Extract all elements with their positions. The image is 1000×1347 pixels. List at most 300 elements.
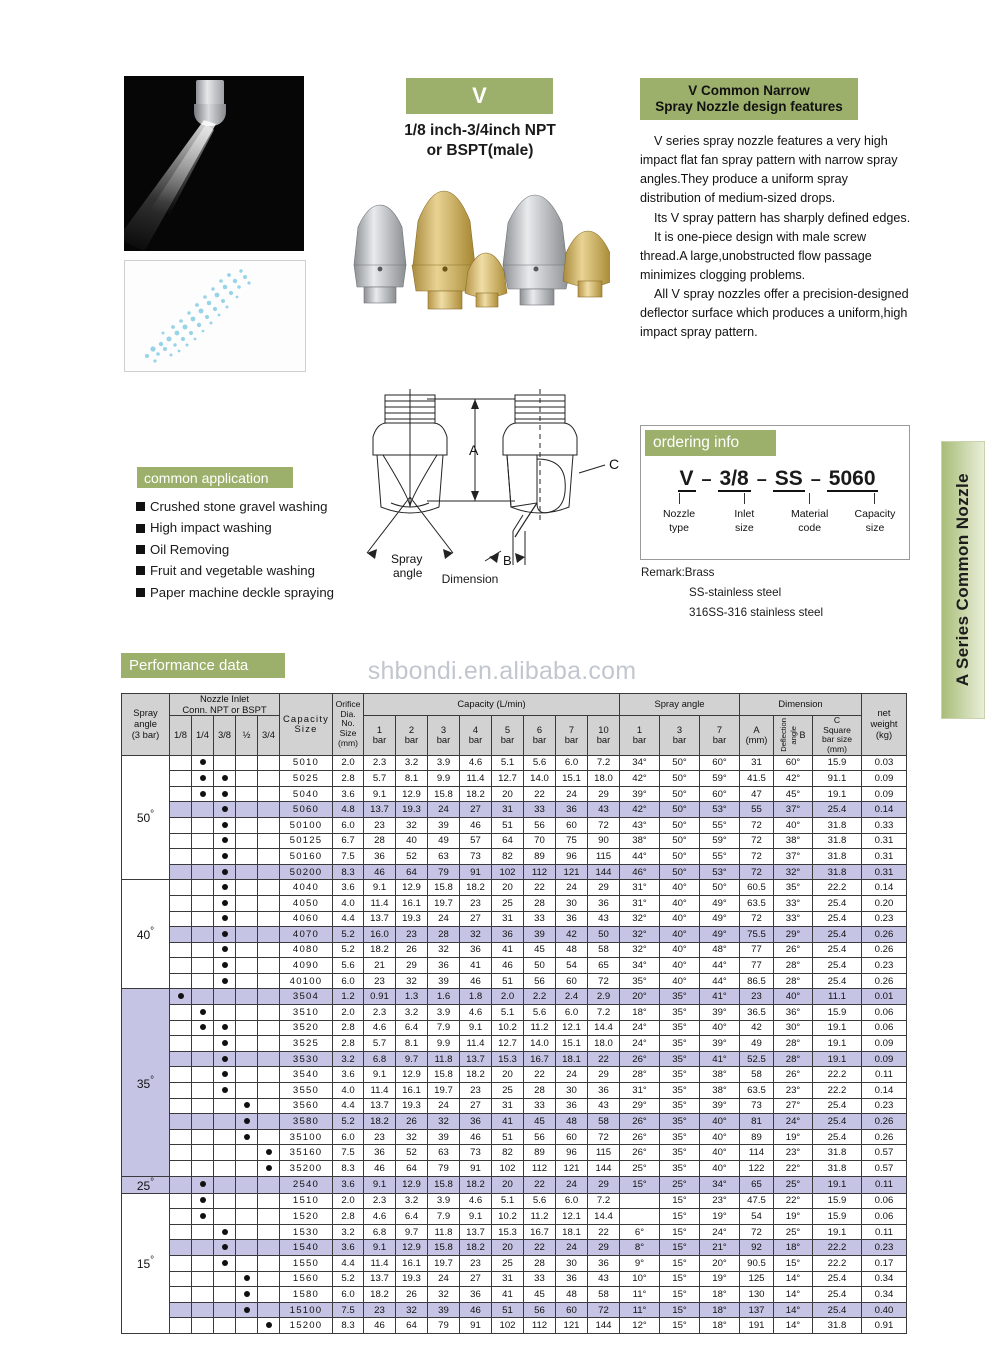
inlet-marker-empty: [258, 1067, 280, 1083]
spray-angle-cell: 39°: [620, 786, 660, 802]
capacity-cell: 2.3: [364, 1193, 396, 1209]
capacity-cell: 4.6: [460, 1193, 492, 1209]
inlet-marker-empty: [236, 1020, 258, 1036]
inlet-dot-icon: [222, 1024, 228, 1030]
capacity-cell: 56: [524, 973, 556, 989]
capacity-cell: 79: [428, 1161, 460, 1177]
inlet-marker-empty: [258, 895, 280, 911]
capacity-cell: 5.6: [524, 1193, 556, 1209]
inlet-marker-empty: [236, 880, 258, 896]
spray-angle-cell: 38°: [620, 833, 660, 849]
inlet-marker-empty: [236, 1145, 258, 1161]
capacity-cell: 7.2: [588, 1193, 620, 1209]
capacity-cell: 65: [588, 958, 620, 974]
inlet-marker-empty: [192, 833, 214, 849]
capacity-cell: 36: [364, 849, 396, 865]
inlet-marker-active: [214, 1224, 236, 1240]
inlet-marker-empty: [170, 895, 192, 911]
capacity-cell: 1.8: [460, 989, 492, 1005]
inlet-marker-active: [236, 1098, 258, 1114]
performance-data-title: Performance data: [129, 657, 249, 674]
net-weight-cell: 0.57: [862, 1161, 907, 1177]
dim-c-cell: 25.4: [813, 1271, 862, 1287]
th-orifice-line4: Size: [339, 728, 357, 739]
table-row: [122, 1318, 907, 1334]
capacity-size-cell: 2540: [280, 1176, 333, 1193]
inlet-marker-active: [214, 1255, 236, 1271]
spray-angle-cell: 40°: [700, 1114, 740, 1130]
capacity-cell: 7.2: [588, 1005, 620, 1021]
capacity-cell: 18.2: [460, 1176, 492, 1193]
inlet-dot-icon: [200, 775, 206, 781]
capacity-cell: 12.1: [556, 1209, 588, 1225]
capacity-cell: 22: [524, 786, 556, 802]
capacity-cell: 3.9: [428, 1005, 460, 1021]
bullet-square-icon: [136, 502, 145, 511]
list-item: [136, 582, 376, 603]
capacity-cell: 39: [428, 817, 460, 833]
capacity-size-cell: 50160: [280, 849, 333, 865]
net-weight-cell: 0.26: [862, 1129, 907, 1145]
orifice-size-cell: 5.6: [333, 958, 364, 974]
th-inlet-size-1-4: 1/4: [192, 716, 214, 756]
table-row: [122, 989, 907, 1005]
th-capacity-group: Capacity (L/min): [364, 694, 620, 716]
inlet-marker-empty: [192, 927, 214, 943]
capacity-cell: 6.0: [556, 755, 588, 771]
capacity-cell: 46: [492, 958, 524, 974]
inlet-marker-empty: [258, 927, 280, 943]
inlet-marker-empty: [236, 833, 258, 849]
net-weight-cell: 0.33: [862, 817, 907, 833]
th-cap-2bar: 2 bar: [396, 716, 428, 756]
capacity-cell: 144: [588, 1161, 620, 1177]
capacity-cell: 15.1: [556, 771, 588, 787]
capacity-cell: 64: [396, 1161, 428, 1177]
th-inlet-size-1-2: ½: [236, 716, 258, 756]
feature-paragraph: V series spray nozzle features a very high impact flat fan spray pattern with narrow spray angles.They produce a uniform spray distribution of medium-sized drops.: [640, 134, 898, 206]
capacity-cell: 24: [428, 1271, 460, 1287]
capacity-size-cell: 3504: [280, 989, 333, 1005]
capacity-cell: 23: [460, 895, 492, 911]
capacity-size-cell: 50125: [280, 833, 333, 849]
capacity-cell: 121: [556, 1161, 588, 1177]
table-row: [122, 1051, 907, 1067]
capacity-cell: 102: [492, 1161, 524, 1177]
dim-a-cell: 75.5: [740, 927, 774, 943]
inlet-marker-empty: [258, 1020, 280, 1036]
legend-line1: Inlet: [734, 508, 755, 520]
capacity-cell: 15.1: [556, 1036, 588, 1052]
inlet-dot-icon: [200, 1024, 206, 1030]
dim-b-cell: 27°: [774, 1098, 813, 1114]
capacity-cell: 27: [460, 911, 492, 927]
net-weight-cell: 0.26: [862, 927, 907, 943]
inlet-marker-empty: [236, 1176, 258, 1193]
ordering-info-chip: [645, 430, 776, 456]
table-head: [122, 694, 907, 756]
inlet-marker-empty: [258, 1255, 280, 1271]
capacity-cell: 26: [396, 1287, 428, 1303]
spray-angle-cell: 48°: [700, 942, 740, 958]
spray-angle-label-line2: angle: [393, 566, 423, 580]
spray-angle-cell: 50°: [660, 786, 700, 802]
inlet-marker-empty: [236, 802, 258, 818]
ordering-legend-item: [648, 493, 710, 535]
legend-tick: [679, 493, 680, 504]
dim-a-cell: 89: [740, 1129, 774, 1145]
spray-fan-inner-shape: [128, 124, 238, 251]
spray-angle-cell: 9°: [620, 1255, 660, 1271]
capacity-cell: 12.9: [396, 786, 428, 802]
spray-angle-cell: 40°: [660, 958, 700, 974]
capacity-cell: 32: [396, 973, 428, 989]
net-weight-cell: 0.11: [862, 1067, 907, 1083]
dim-label-A: A: [469, 442, 479, 458]
table-row: [122, 1067, 907, 1083]
inlet-marker-empty: [170, 802, 192, 818]
inlet-marker-empty: [236, 989, 258, 1005]
capacity-size-cell: 1520: [280, 1209, 333, 1225]
droplet-pattern-svg: [125, 261, 305, 371]
legend-line1: Nozzle: [662, 508, 696, 520]
inlet-marker-empty: [192, 1255, 214, 1271]
nozzle-product-photo: [340, 165, 610, 335]
table-row: [122, 1287, 907, 1303]
table-row: [122, 864, 907, 880]
capacity-size-cell: 15200: [280, 1318, 333, 1334]
capacity-cell: 39: [428, 1129, 460, 1145]
inlet-marker-empty: [192, 1161, 214, 1177]
inlet-marker-active: [214, 927, 236, 943]
inlet-marker-empty: [214, 1161, 236, 1177]
dim-c-cell: 22.2: [813, 1255, 862, 1271]
capacity-cell: 20: [492, 880, 524, 896]
capacity-cell: 14.0: [524, 771, 556, 787]
inlet-marker-empty: [236, 1193, 258, 1209]
dim-a-cell: 114: [740, 1145, 774, 1161]
orifice-size-cell: 8.3: [333, 864, 364, 880]
orifice-size-cell: 6.0: [333, 973, 364, 989]
capacity-cell: 29: [588, 786, 620, 802]
inlet-marker-empty: [214, 1129, 236, 1145]
capacity-size-cell: 40100: [280, 973, 333, 989]
spray-angle-cell: 15°: [660, 1271, 700, 1287]
capacity-cell: 112: [524, 1318, 556, 1334]
inlet-marker-active: [214, 817, 236, 833]
order-separator: –: [810, 469, 821, 489]
inlet-marker-empty: [214, 1114, 236, 1130]
spray-angle-cell: 49°: [700, 895, 740, 911]
table-row: [122, 1114, 907, 1130]
dim-a-cell: 63.5: [740, 1083, 774, 1099]
inlet-marker-active: [258, 1145, 280, 1161]
capacity-cell: 36: [492, 927, 524, 943]
inlet-dot-icon: [222, 775, 228, 781]
dim-b-cell: 14°: [774, 1318, 813, 1334]
dim-b-cell: 35°: [774, 880, 813, 896]
capacity-cell: 15.8: [428, 1176, 460, 1193]
capacity-cell: 115: [588, 849, 620, 865]
inlet-marker-empty: [258, 864, 280, 880]
inlet-marker-empty: [236, 786, 258, 802]
spray-angle-cell: 53°: [700, 802, 740, 818]
inlet-marker-empty: [258, 1083, 280, 1099]
dim-a-cell: 47.5: [740, 1193, 774, 1209]
net-weight-cell: 0.26: [862, 1114, 907, 1130]
capacity-cell: 16.1: [396, 1083, 428, 1099]
capacity-cell: 91: [460, 1161, 492, 1177]
capacity-cell: 42: [556, 927, 588, 943]
inlet-marker-empty: [192, 864, 214, 880]
capacity-cell: 14.0: [524, 1036, 556, 1052]
capacity-cell: 64: [492, 833, 524, 849]
capacity-cell: 15.8: [428, 1240, 460, 1256]
inlet-marker-active: [214, 833, 236, 849]
spray-angle-cell: 32°: [620, 942, 660, 958]
capacity-cell: 58: [588, 1287, 620, 1303]
inlet-marker-empty: [236, 895, 258, 911]
spray-angle-cell: 12°: [620, 1318, 660, 1334]
table-row: [122, 1302, 907, 1318]
dim-b-cell: 25°: [774, 1176, 813, 1193]
dim-c-cell: 25.4: [813, 1114, 862, 1130]
capacity-cell: 13.7: [364, 802, 396, 818]
spray-angle-cell: 42°: [620, 802, 660, 818]
capacity-size-cell: 1540: [280, 1240, 333, 1256]
inlet-marker-empty: [192, 1224, 214, 1240]
order-token-material-code: SS: [773, 468, 805, 492]
orifice-size-cell: 4.4: [333, 1255, 364, 1271]
inlet-marker-empty: [192, 958, 214, 974]
dim-a-cell: 54: [740, 1209, 774, 1225]
table-row: [122, 1020, 907, 1036]
dim-a-cell: 81: [740, 1114, 774, 1130]
table-row: [122, 1255, 907, 1271]
capacity-cell: 33: [524, 802, 556, 818]
spray-angle-cell: 35°: [660, 1083, 700, 1099]
capacity-cell: 1.3: [396, 989, 428, 1005]
capacity-cell: 36: [588, 1255, 620, 1271]
capacity-cell: 12.9: [396, 1176, 428, 1193]
inlet-marker-active: [214, 1051, 236, 1067]
spray-angle-cell: 60°: [700, 755, 740, 771]
spray-angle-cell: 40°: [660, 973, 700, 989]
remark-line: SS-stainless steel: [689, 585, 782, 599]
table-row: [122, 1271, 907, 1287]
inlet-marker-empty: [192, 989, 214, 1005]
capacity-cell: 79: [428, 864, 460, 880]
inlet-marker-empty: [258, 1129, 280, 1145]
capacity-cell: 36: [460, 1287, 492, 1303]
capacity-cell: 10.2: [492, 1209, 524, 1225]
orifice-size-cell: 3.6: [333, 1176, 364, 1193]
dim-b-cell: 23°: [774, 1145, 813, 1161]
capacity-cell: 19.3: [396, 1098, 428, 1114]
capacity-cell: 12.9: [396, 1240, 428, 1256]
spray-angle-cell: 34°: [700, 1176, 740, 1193]
dim-a-cell: 31: [740, 755, 774, 771]
legend-line1: Material: [790, 508, 829, 520]
inlet-marker-empty: [236, 1255, 258, 1271]
inlet-marker-empty: [170, 1209, 192, 1225]
dim-c-cell: 19.1: [813, 786, 862, 802]
spray-angle-group-cell: 40°: [122, 880, 170, 989]
spray-angle-cell: 40°: [700, 1020, 740, 1036]
feature-paragraph: All V spray nozzles offer a precision-designed deflector surface which produces a uniform,high impact spray pattern.: [640, 287, 909, 340]
capacity-cell: 22: [588, 1224, 620, 1240]
spray-angle-cell: 40°: [660, 911, 700, 927]
net-weight-cell: 0.20: [862, 895, 907, 911]
capacity-cell: 102: [492, 864, 524, 880]
capacity-cell: 9.1: [364, 1240, 396, 1256]
inlet-marker-empty: [170, 880, 192, 896]
capacity-cell: 36: [588, 1083, 620, 1099]
spray-angle-cell: 23°: [700, 1193, 740, 1209]
net-weight-cell: 0.14: [862, 880, 907, 896]
inlet-marker-active: [192, 1209, 214, 1225]
capacity-cell: 24: [556, 1176, 588, 1193]
capacity-cell: 20: [492, 1067, 524, 1083]
capacity-cell: 24: [428, 1098, 460, 1114]
inlet-marker-active: [236, 1302, 258, 1318]
table-row: [122, 771, 907, 787]
capacity-cell: 63: [428, 1145, 460, 1161]
spray-angle-cell: 18°: [620, 1005, 660, 1021]
capacity-cell: 8.1: [396, 771, 428, 787]
legend-tick: [809, 493, 810, 504]
dim-c-cell: 15.9: [813, 1005, 862, 1021]
bullet-square-icon: [136, 588, 145, 597]
capacity-cell: 60: [556, 973, 588, 989]
inlet-marker-empty: [192, 1098, 214, 1114]
th-orifice-line3: No.: [341, 718, 355, 729]
inlet-marker-active: [214, 911, 236, 927]
inlet-dot-icon: [222, 1260, 228, 1266]
legend-line2: code: [798, 522, 822, 535]
capacity-cell: 18.2: [460, 1067, 492, 1083]
inlet-marker-active: [236, 1129, 258, 1145]
capacity-cell: 9.9: [428, 1036, 460, 1052]
capacity-cell: 28: [524, 895, 556, 911]
th-dim-C: C Square bar size (mm): [813, 716, 862, 756]
spray-angle-cell: 41°: [700, 989, 740, 1005]
dim-a-cell: 65: [740, 1176, 774, 1193]
inlet-marker-active: [214, 958, 236, 974]
dim-c-cell: 31.8: [813, 1318, 862, 1334]
inlet-marker-empty: [192, 817, 214, 833]
th-net-weight-line2: weight: [870, 718, 898, 730]
capacity-cell: 9.1: [460, 1209, 492, 1225]
capacity-cell: 15.3: [492, 1051, 524, 1067]
spray-angle-cell: 31°: [620, 895, 660, 911]
capacity-cell: 102: [492, 1318, 524, 1334]
spray-angle-cell: 24°: [620, 1036, 660, 1052]
list-item-label: Oil Removing: [150, 541, 230, 557]
inlet-marker-empty: [258, 989, 280, 1005]
capacity-cell: 22: [524, 1067, 556, 1083]
capacity-cell: 32: [460, 927, 492, 943]
ordering-legend-item: [844, 493, 906, 535]
capacity-cell: 36: [588, 895, 620, 911]
th-inlet-size-1-8: 1/8: [170, 716, 192, 756]
dim-c-cell: 22.2: [813, 1240, 862, 1256]
list-item: [136, 496, 376, 517]
remark-line: Remark:Brass: [641, 566, 715, 579]
orifice-size-cell: 8.3: [333, 1318, 364, 1334]
spray-angle-cell: 6°: [620, 1224, 660, 1240]
spray-angle-cell: 40°: [700, 1129, 740, 1145]
dim-b-cell: 25°: [774, 1224, 813, 1240]
capacity-cell: 20: [492, 1176, 524, 1193]
inlet-marker-empty: [170, 1176, 192, 1193]
capacity-cell: 5.6: [524, 755, 556, 771]
dim-b-cell: 19°: [774, 1129, 813, 1145]
dim-b-cell: 15°: [774, 1255, 813, 1271]
inlet-marker-active: [192, 755, 214, 771]
inlet-marker-empty: [192, 973, 214, 989]
dim-b-cell: 19°: [774, 1209, 813, 1225]
capacity-cell: 36: [556, 1098, 588, 1114]
spray-angle-cell: 34°: [620, 958, 660, 974]
design-features-title-line1: V Common Narrow: [688, 83, 810, 99]
capacity-cell: 2.9: [588, 989, 620, 1005]
capacity-cell: 20: [492, 1240, 524, 1256]
capacity-cell: 16.0: [364, 927, 396, 943]
inlet-marker-active: [192, 1193, 214, 1209]
inlet-marker-empty: [170, 771, 192, 787]
performance-data-table: [121, 693, 907, 1334]
inlet-marker-empty: [258, 1051, 280, 1067]
inlet-marker-empty: [192, 1083, 214, 1099]
spray-angle-cell: 15°: [660, 1302, 700, 1318]
dim-c-cell: 19.1: [813, 1224, 862, 1240]
th-nozzle-inlet-line1: Nozzle Inlet: [200, 693, 249, 704]
inlet-marker-empty: [258, 833, 280, 849]
dim-a-cell: 42: [740, 1020, 774, 1036]
dim-b-cell: 37°: [774, 849, 813, 865]
orifice-size-cell: 2.0: [333, 755, 364, 771]
inlet-dot-icon: [200, 791, 206, 797]
capacity-cell: 5.6: [524, 1005, 556, 1021]
spray-angle-cell: 38°: [700, 1067, 740, 1083]
order-token-inlet-size: 3/8: [718, 468, 751, 492]
inlet-marker-active: [214, 849, 236, 865]
inlet-marker-active: [258, 1161, 280, 1177]
inlet-marker-empty: [170, 1083, 192, 1099]
inlet-dot-icon: [222, 1071, 228, 1077]
inlet-marker-empty: [170, 786, 192, 802]
net-weight-cell: 0.26: [862, 942, 907, 958]
table-header-row-1: [122, 694, 907, 716]
capacity-size-cell: 1510: [280, 1193, 333, 1209]
orifice-size-cell: 6.0: [333, 1287, 364, 1303]
dimension-diagram: [365, 385, 645, 595]
dim-a-cell: 72: [740, 817, 774, 833]
spray-angle-cell: 34°: [620, 755, 660, 771]
inlet-marker-empty: [192, 1129, 214, 1145]
inlet-marker-empty: [192, 942, 214, 958]
dim-a-cell: 60.5: [740, 880, 774, 896]
capacity-cell: 31: [492, 802, 524, 818]
dim-c-cell: 31.8: [813, 1145, 862, 1161]
capacity-cell: 4.6: [460, 1005, 492, 1021]
inlet-marker-empty: [236, 1005, 258, 1021]
inlet-marker-active: [214, 802, 236, 818]
capacity-cell: 9.1: [460, 1020, 492, 1036]
capacity-cell: 27: [460, 802, 492, 818]
inlet-marker-empty: [170, 833, 192, 849]
